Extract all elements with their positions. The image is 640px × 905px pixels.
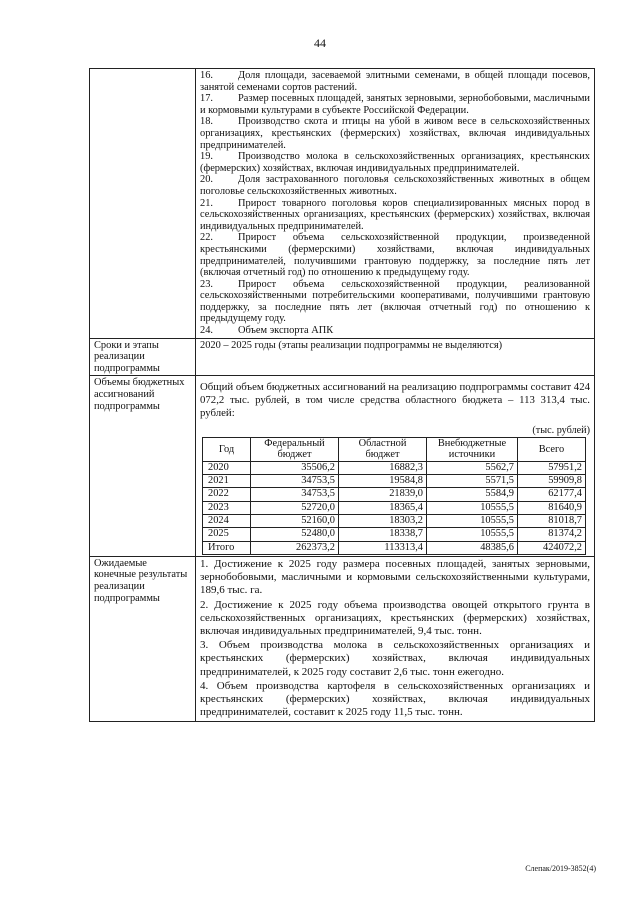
header-total: Всего [518,437,586,461]
budget-row-total [203,541,586,554]
budget-row-2023 [203,501,586,514]
indicator-item: 21. Прирост товарного поголовья коров специализированных мясных пород в сельскохозяйственных организациях, крестьянских (фермерских) хозяйствах, включая индивидуальных предпринимателей. [200,197,590,232]
result-item: 1. Достижение к 2025 году размера посевных площадей, занятых зерновыми, зернобобовыми, масличными и кормовыми сельскохозяйственными культурами, 189,6 тыс. га. [200,557,590,597]
budget-header-row [203,437,586,461]
results-label: Ожидаемые конечные результаты реализации подпрограммы [90,556,196,721]
cell-year: 2021 [203,475,251,488]
cell-year: 2020 [203,461,251,474]
cell-year: 2025 [203,528,251,541]
indicators-label-cell [90,69,196,339]
cell-regional: 21839,0 [339,488,427,501]
cell-extrabudget: 5571,5 [427,475,518,488]
budget-row-2024 [203,515,586,528]
indicator-item: 24. Объем экспорта АПК [200,325,334,337]
cell-regional: 18338,7 [339,528,427,541]
cell-total: 81374,2 [518,528,586,541]
budget-intro: Общий объем бюджетных ассигнований на реализацию подпрограммы составит 424 072,2 тыс. рублей, в том числе средства областного бюджета – 113 313,4 тыс. рублей: [200,381,590,419]
cell-total: 62177,4 [518,488,586,501]
result-item: 4. Объем производства картофеля в сельскохозяйственных организациях и крестьянских (фермерских) хозяйствах, включая индивидуальных предпринимателей, составит к 2025 году 11,5 тыс. тонн. [200,679,590,719]
indicator-item: 17. Размер посевных площадей, занятых зерновыми, зернобобовыми, масличными и кормовыми культурами в субъекте Российской Федерации. [200,93,590,116]
budget-units: (тыс. рублей) [532,425,590,437]
budget-row [90,376,595,556]
cell-year: 2023 [203,501,251,514]
budget-row-2022 [203,488,586,501]
cell-regional: 18303,2 [339,515,427,528]
header-federal: Федеральный бюджет [251,437,339,461]
cell-federal: 52480,0 [251,528,339,541]
cell-regional: 18365,4 [339,501,427,514]
page-number: 44 [314,36,326,50]
indicators-list [196,69,595,339]
indicator-item: 16. Доля площади, засеваемой элитными семенами, в общей площади посевов, занятой семенами сортов растений. [200,70,590,93]
cell-year: 2024 [203,515,251,528]
cell-total: 59909,8 [518,475,586,488]
cell-extrabudget: 10555,5 [427,501,518,514]
budget-cell [196,376,595,556]
cell-year: Итого [203,541,251,554]
result-item: 3. Объем производства молока в сельскохозяйственных организациях и крестьянских (фермерских) хозяйствах, включая индивидуальных предпринимателей, к 2025 году составит 2,6 тыс. тонн ежегодно. [200,639,590,678]
cell-extrabudget: 10555,5 [427,515,518,528]
cell-federal: 262373,2 [251,541,339,554]
indicator-item: 20. Доля застрахованного поголовья сельскохозяйственных животных в общем поголовье сельскохозяйственных животных. [200,174,590,197]
budget-row-2025 [203,528,586,541]
cell-total: 57951,2 [518,461,586,474]
cell-total: 81640,9 [518,501,586,514]
indicator-item: 19. Производство молока в сельскохозяйственных организациях, крестьянских (фермерских) хозяйствах, включая индивидуальных предпринимателей. [200,151,590,174]
cell-regional: 113313,4 [339,541,427,554]
terms-row [90,338,595,376]
cell-extrabudget: 5562,7 [427,461,518,474]
indicator-item: 22. Прирост объема сельскохозяйственной продукции, произведенной крестьянскими (фермерскими) хозяйствами, включая индивидуальных предпринимателей, получившими грантовую поддержку, за последние пять лет (включая отчетный год) по отношению к предыдущему году. [200,232,590,279]
results-cell [196,556,595,721]
cell-total: 81018,7 [518,515,586,528]
cell-federal: 34753,5 [251,475,339,488]
budget-row-2021 [203,475,586,488]
budget-table [202,437,586,555]
cell-total: 424072,2 [518,541,586,554]
header-year: Год [203,437,251,461]
cell-federal: 52720,0 [251,501,339,514]
terms-label: Сроки и этапы реализации подпрограммы [90,338,196,376]
result-item: 2. Достижение к 2025 году объема производства овощей открытого грунта в сельскохозяйственных организациях, крестьянских (фермерских) хозяйствах, включая индивидуальных предпринимателей, 9,4 тыс. тонн. [200,598,590,637]
indicator-item: 18. Производство скота и птицы на убой в живом весе в сельскохозяйственных организациях, крестьянских (фермерских) хозяйствах, включая индивидуальных предпринимателей. [200,116,590,151]
indicator-item: 23. Прирост объема сельскохозяйственной продукции, реализованной сельскохозяйственными потребительскими кооперативами, получившими грантовую поддержку, за последние пять лет (включая отчетный год) по отношению к предыдущему году. [200,278,590,325]
cell-federal: 52160,0 [251,515,339,528]
results-row [90,556,595,721]
cell-regional: 19584,8 [339,475,427,488]
cell-federal: 34753,5 [251,488,339,501]
budget-row-2020 [203,461,586,474]
cell-year: 2022 [203,488,251,501]
header-regional: Областной бюджет [339,437,427,461]
cell-extrabudget: 5584,9 [427,488,518,501]
header-extrabudget: Внебюджетные источники [427,437,518,461]
footer-code: Слепак/2019-3852(4) [525,864,596,873]
cell-extrabudget: 10555,5 [427,528,518,541]
terms-value: 2020 – 2025 годы (этапы реализации подпрограммы не выделяются) [196,338,595,376]
budget-label: Объемы бюджетных ассигнований подпрограммы [90,376,196,556]
indicators-row [90,69,595,339]
cell-extrabudget: 48385,6 [427,541,518,554]
cell-regional: 16882,3 [339,461,427,474]
cell-federal: 35506,2 [251,461,339,474]
passport-table [89,68,595,722]
